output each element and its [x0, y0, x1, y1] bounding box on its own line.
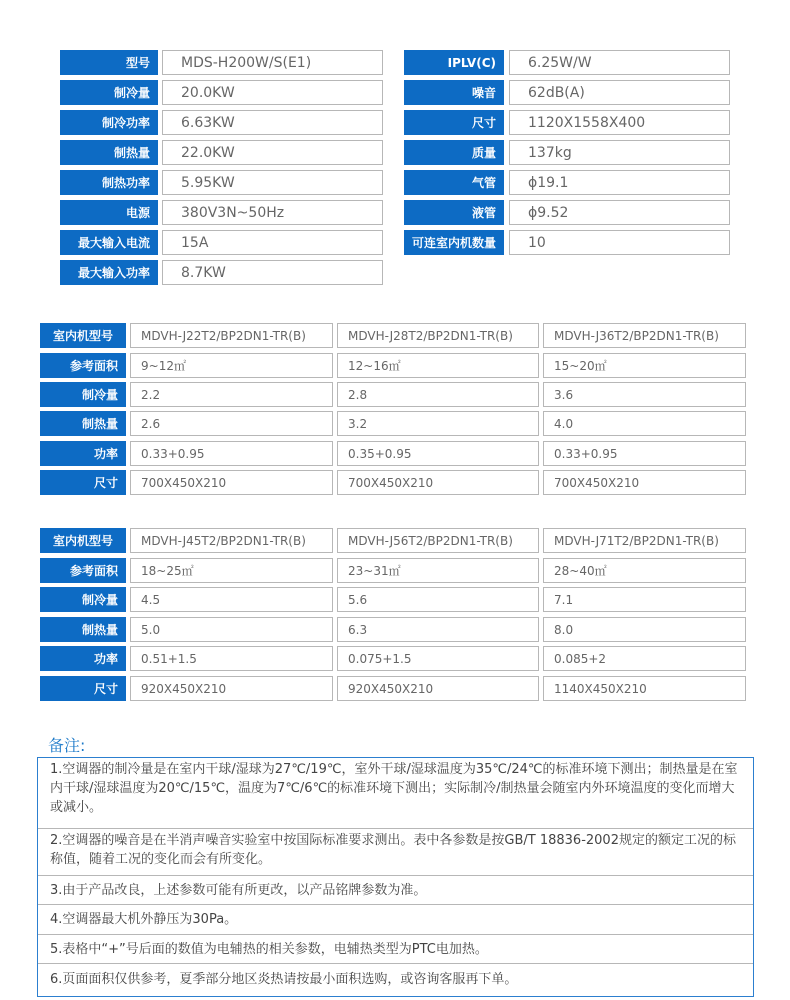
- row-label: 室内机型号: [40, 528, 126, 553]
- spec-label: 制热功率: [60, 170, 158, 195]
- table-cell: 12~16㎡: [337, 353, 539, 378]
- row-label: 室内机型号: [40, 323, 126, 348]
- row-label: 制冷量: [40, 587, 126, 612]
- table-cell: 0.33+0.95: [543, 441, 746, 466]
- note-item: 4.空调器最大机外静压为30Pa。: [38, 905, 753, 935]
- table-cell: 0.51+1.5: [130, 646, 333, 671]
- spec-value: 62dB(A): [509, 80, 730, 105]
- note-item: 5.表格中“+”号后面的数值为电辅热的相关参数，电辅热类型为PTC电加热。: [38, 935, 753, 964]
- row-label: 制热量: [40, 411, 126, 436]
- table-cell: 700X450X210: [130, 470, 333, 495]
- spec-value: 5.95KW: [162, 170, 383, 195]
- spec-value: 380V3N~50Hz: [162, 200, 383, 225]
- row-label: 功率: [40, 441, 126, 466]
- table-cell: 3.6: [543, 382, 746, 407]
- spec-value: ϕ19.1: [509, 170, 730, 195]
- table-cell: 1140X450X210: [543, 676, 746, 701]
- table-cell: MDVH-J56T2/BP2DN1-TR(B): [337, 528, 539, 553]
- spec-label: 最大输入电流: [60, 230, 158, 255]
- table-cell: 9~12㎡: [130, 353, 333, 378]
- table-cell: MDVH-J36T2/BP2DN1-TR(B): [543, 323, 746, 348]
- row-label: 参考面积: [40, 353, 126, 378]
- table-cell: 3.2: [337, 411, 539, 436]
- table-cell: 920X450X210: [130, 676, 333, 701]
- spec-value: 8.7KW: [162, 260, 383, 285]
- table-cell: 0.075+1.5: [337, 646, 539, 671]
- table-cell: 5.6: [337, 587, 539, 612]
- spec-label: IPLV(C): [404, 50, 504, 75]
- table-cell: 23~31㎡: [337, 558, 539, 583]
- spec-label: 质量: [404, 140, 504, 165]
- spec-value: 1120X1558X400: [509, 110, 730, 135]
- spec-label: 制热量: [60, 140, 158, 165]
- spec-label: 可连室内机数量: [404, 230, 504, 255]
- table-cell: 15~20㎡: [543, 353, 746, 378]
- spec-label: 气管: [404, 170, 504, 195]
- table-cell: 700X450X210: [337, 470, 539, 495]
- spec-label: 最大输入功率: [60, 260, 158, 285]
- spec-value: 15A: [162, 230, 383, 255]
- spec-value: MDS-H200W/S(E1): [162, 50, 383, 75]
- spec-label: 噪音: [404, 80, 504, 105]
- table-cell: 6.3: [337, 617, 539, 642]
- table-cell: 700X450X210: [543, 470, 746, 495]
- spec-value: 6.25W/W: [509, 50, 730, 75]
- spec-value: 22.0KW: [162, 140, 383, 165]
- row-label: 制热量: [40, 617, 126, 642]
- table-cell: 2.6: [130, 411, 333, 436]
- table-cell: MDVH-J71T2/BP2DN1-TR(B): [543, 528, 746, 553]
- row-label: 制冷量: [40, 382, 126, 407]
- table-cell: 2.8: [337, 382, 539, 407]
- table-cell: 0.085+2: [543, 646, 746, 671]
- table-cell: 8.0: [543, 617, 746, 642]
- spec-value: 137kg: [509, 140, 730, 165]
- table-cell: 5.0: [130, 617, 333, 642]
- remarks-notes: [37, 757, 754, 997]
- note-item: 1.空调器的制冷量是在室内干球/湿球为27℃/19℃，室外干球/湿球温度为35℃/24℃的标准环境下测出；制热量是在室内干球/湿球温度为20℃/15℃，温度为7℃/6℃的标准环境下测出；实际制冷/制热量会随室内外环境温度的变化而增大或减小。: [38, 758, 753, 829]
- spec-value: ϕ9.52: [509, 200, 730, 225]
- note-item: 2.空调器的噪音是在半消声噪音实验室中按国际标准要求测出。表中各参数是按GB/T 18836-2002规定的额定工况的标称值，随着工况的变化而会有所变化。: [38, 829, 753, 876]
- table-cell: 0.35+0.95: [337, 441, 539, 466]
- spec-label: 型号: [60, 50, 158, 75]
- note-item: 3.由于产品改良，上述参数可能有所更改，以产品铭牌参数为准。: [38, 876, 753, 905]
- table-cell: MDVH-J28T2/BP2DN1-TR(B): [337, 323, 539, 348]
- table-cell: MDVH-J45T2/BP2DN1-TR(B): [130, 528, 333, 553]
- row-label: 参考面积: [40, 558, 126, 583]
- row-label: 尺寸: [40, 676, 126, 701]
- table-cell: 7.1: [543, 587, 746, 612]
- table-cell: 0.33+0.95: [130, 441, 333, 466]
- spec-value: 20.0KW: [162, 80, 383, 105]
- spec-value: 10: [509, 230, 730, 255]
- note-item: 6.页面面积仅供参考，夏季部分地区炎热请按最小面积选购，或咨询客服再下单。: [50, 972, 518, 987]
- row-label: 尺寸: [40, 470, 126, 495]
- table-cell: 920X450X210: [337, 676, 539, 701]
- table-cell: 4.5: [130, 587, 333, 612]
- row-label: 功率: [40, 646, 126, 671]
- spec-label: 尺寸: [404, 110, 504, 135]
- spec-label: 制冷功率: [60, 110, 158, 135]
- table-cell: 4.0: [543, 411, 746, 436]
- spec-label: 液管: [404, 200, 504, 225]
- remarks-title: 备注:: [48, 736, 86, 755]
- table-cell: MDVH-J22T2/BP2DN1-TR(B): [130, 323, 333, 348]
- spec-value: 6.63KW: [162, 110, 383, 135]
- table-cell: 28~40㎡: [543, 558, 746, 583]
- spec-label: 电源: [60, 200, 158, 225]
- spec-label: 制冷量: [60, 80, 158, 105]
- table-cell: 2.2: [130, 382, 333, 407]
- table-cell: 18~25㎡: [130, 558, 333, 583]
